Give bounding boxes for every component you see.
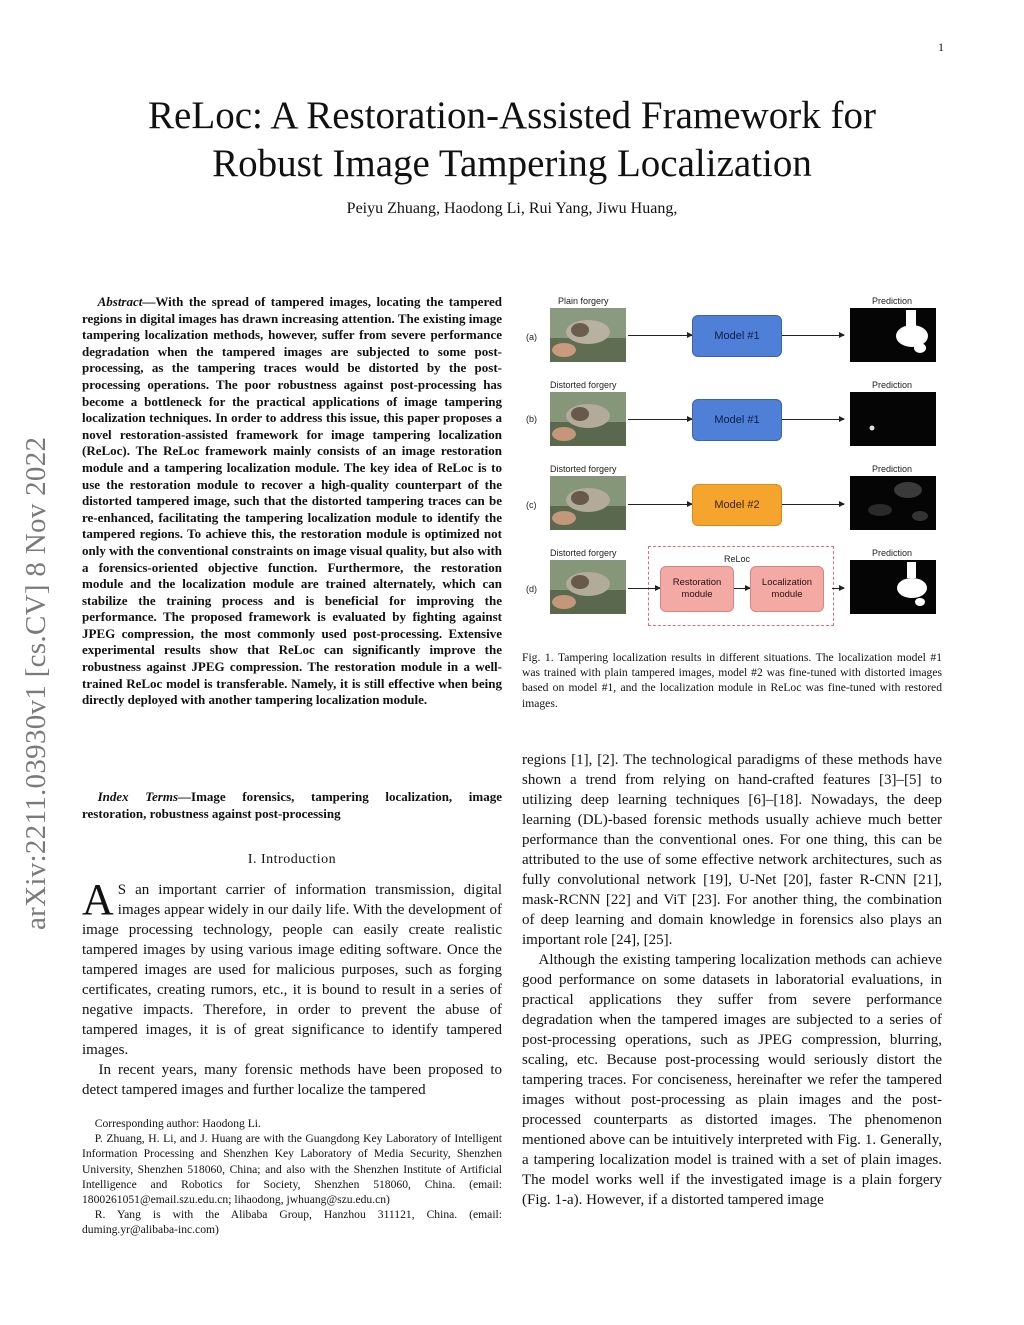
row-d-prediction bbox=[850, 560, 936, 614]
reloc-label: ReLoc bbox=[724, 554, 751, 564]
row-b-tag: (b) bbox=[526, 414, 537, 424]
intro-paragraph-2: In recent years, many forensic methods have been proposed to detect tampered images and further localize the tampered bbox=[82, 1062, 502, 1098]
right-paragraph-2: Although the existing tampering localization methods can achieve good performance on some datasets in laboratorial evaluations, in practical applications they suffer from severe performance degradation when the tampered images are subjected to a series of post-processing operations, such as JPEG compression, blurring, scaling, etc. Because post-processing would seriously distort the tampering traces. For conciseness, hereinafter we refer the tampered images without post-processing as plain images and the post-processed counterparts as distorted images. The phenomenon mentioned above can be intuitively interpreted with Fig. 1. Generally, a tampering localization model is trained with a set of plain images. The model works well if the investigated image is a plain forgery (Fig. 1-a). However, if a distorted tampered image bbox=[522, 952, 942, 1208]
section-heading: I. Introduction bbox=[247, 852, 337, 867]
arrow bbox=[782, 335, 844, 336]
title-line-1: ReLoc: A Restoration-Assisted Framework for bbox=[148, 94, 876, 137]
model-1-box: Model #1 bbox=[692, 315, 782, 357]
row-c-tag: (c) bbox=[526, 500, 537, 510]
row-a-tag: (a) bbox=[526, 332, 537, 342]
arrow bbox=[734, 588, 750, 589]
row-a-input-label: Plain forgery bbox=[558, 296, 609, 306]
right-paragraph-1: regions [1], [2]. The technological paradigms of these methods have shown a trend from relying on hand-crafted features [3]–[5] to utilizing deep learning techniques [6]–[18]. Nowadays, the deep learning (DL)-based forensic methods usually achieve much better performance than the conventional ones. For one thing, this can be attributed to the use of some effective network architectures, such as fully convolutional network [19], U-Net [20], faster R-CNN [21], mask-RCNN [22] and ViT [23]. For another thing, the combination of deep learning and domain knowledge in forensics also plays an important role [24], [25]. bbox=[522, 752, 942, 948]
row-c-prediction bbox=[850, 476, 936, 530]
restoration-module-box: Restoration module bbox=[660, 566, 734, 612]
footnote-3: R. Yang is with the Alibaba Group, Hanzhou 311121, China. (email: duming.yr@alibaba-inc.com) bbox=[82, 1208, 502, 1237]
row-c-input-label: Distorted forgery bbox=[550, 464, 617, 474]
author-list: Peiyu Zhuang, Haodong Li, Rui Yang, Jiwu Huang, bbox=[346, 200, 678, 217]
row-c-input-image bbox=[550, 476, 626, 530]
row-b-input-image bbox=[550, 392, 626, 446]
row-b-pred-label: Prediction bbox=[872, 380, 913, 390]
introduction bbox=[82, 875, 502, 1100]
paper-title bbox=[0, 92, 1024, 188]
figure-caption: Fig. 1. Tampering localization results in different situations. The localization model #1 was trained with plain tampered images, model #2 was fine-tuned with distorted images based on model #1, and the localization module in ReLoc was fine-tuned with restored images. bbox=[522, 651, 942, 710]
index-terms bbox=[82, 789, 502, 822]
abstract-label: Abstract bbox=[97, 294, 143, 309]
arrow bbox=[832, 588, 844, 589]
arrow bbox=[628, 504, 692, 505]
row-d-pred-label: Prediction bbox=[872, 548, 913, 558]
arrow bbox=[628, 588, 660, 589]
localization-module-box: Localization module bbox=[750, 566, 824, 612]
row-d-tag: (d) bbox=[526, 584, 537, 594]
arrow bbox=[782, 419, 844, 420]
abstract bbox=[82, 294, 502, 709]
model-2-box: Model #2 bbox=[692, 484, 782, 526]
title-line-2: Robust Image Tampering Localization bbox=[212, 142, 812, 185]
row-a-input-image bbox=[550, 308, 626, 362]
arrow bbox=[628, 419, 692, 420]
arrow bbox=[782, 504, 844, 505]
footnotes bbox=[82, 1116, 502, 1238]
row-a-prediction bbox=[850, 308, 936, 362]
arxiv-watermark: arXiv:2211.03930v1 [cs.CV] 8 Nov 2022 bbox=[20, 436, 52, 930]
row-d-input-image bbox=[550, 560, 626, 614]
intro-paragraph-1 bbox=[82, 875, 502, 1060]
footnote-1: Corresponding author: Haodong Li. bbox=[94, 1117, 261, 1130]
right-column-text bbox=[522, 750, 942, 1210]
figure-1 bbox=[520, 290, 954, 636]
row-d-input-label: Distorted forgery bbox=[550, 548, 617, 558]
dropcap: A bbox=[82, 875, 114, 924]
index-terms-text: —Image forensics, tampering localization, image restoration, robustness against post-processing bbox=[82, 789, 502, 821]
intro-p1-text: S an important carrier of information transmission, digital images appear widely in our daily life. With the development of image processing technology, people can easily create realistic tampered images by using various image editing software. Once the tampered images are used for malicious purposes, such as forging certificates, creating rumors, etc., it is bound to result in a series of negative impacts. Therefore, in order to prevent the abuse of tampered images, it is of great significance to identify tampered images. bbox=[82, 882, 502, 1058]
abstract-text: —With the spread of tampered images, locating the tampered regions in digital images has drawn increasing attention. The existing image tampering localization methods, however, suffer from severe performance degradation when the tampered images are subjected to some post-processing, as the tampering traces would be distorted by the post-processing operations. The poor robustness against post-processing has become a bottleneck for the practical applications of image tampering localization techniques. In order to address this issue, this paper proposes a novel restoration-assisted framework for image tampering localization (ReLoc). The ReLoc framework mainly consists of an image restoration module and a tampering localization module. The key idea of ReLoc is to use the restoration module to recover a high-quality counterpart of the distorted tampered image, such that the distorted tampering traces can be re-enhanced, facilitating the tampering localization module to identify the tampered regions. To achieve this, the restoration module is optimized not only with the conventional constraints on image visual quality, but also with a forensics-oriented objective function. Furthermore, the restoration module and the localization module are trained alternately, which can stabilize the training process and is beneficial for improving the performance. The proposed framework is evaluated by fighting against JPEG compression, the most commonly used post-processing. Extensive experimental results show that ReLoc can significantly improve the robustness against JPEG compression. The restoration module in a well-trained ReLoc model is transferable. Namely, it is still effective when being directly deployed with another tampering localization module. bbox=[82, 294, 502, 708]
row-c-pred-label: Prediction bbox=[872, 464, 913, 474]
row-b-input-label: Distorted forgery bbox=[550, 380, 617, 390]
footnote-2: P. Zhuang, H. Li, and J. Huang are with the Guangdong Key Laboratory of Intelligent Information Processing and Shenzhen Key Laboratory of Media Security, Shenzhen University, Shenzhen 518060, China; and also with the Shenzhen Institute of Artificial Intelligence and Robotics for Society, Shenzhen 518060, China. (email: 1800261051@email.szu.edu.cn; lihaodong, jwhuang@szu.edu.cn) bbox=[82, 1132, 502, 1207]
model-1-box-b: Model #1 bbox=[692, 399, 782, 441]
index-terms-label: Index Terms bbox=[97, 789, 179, 804]
row-b-prediction bbox=[850, 392, 936, 446]
page-number: 1 bbox=[938, 40, 944, 54]
row-a-pred-label: Prediction bbox=[872, 296, 913, 306]
arrow bbox=[628, 335, 692, 336]
